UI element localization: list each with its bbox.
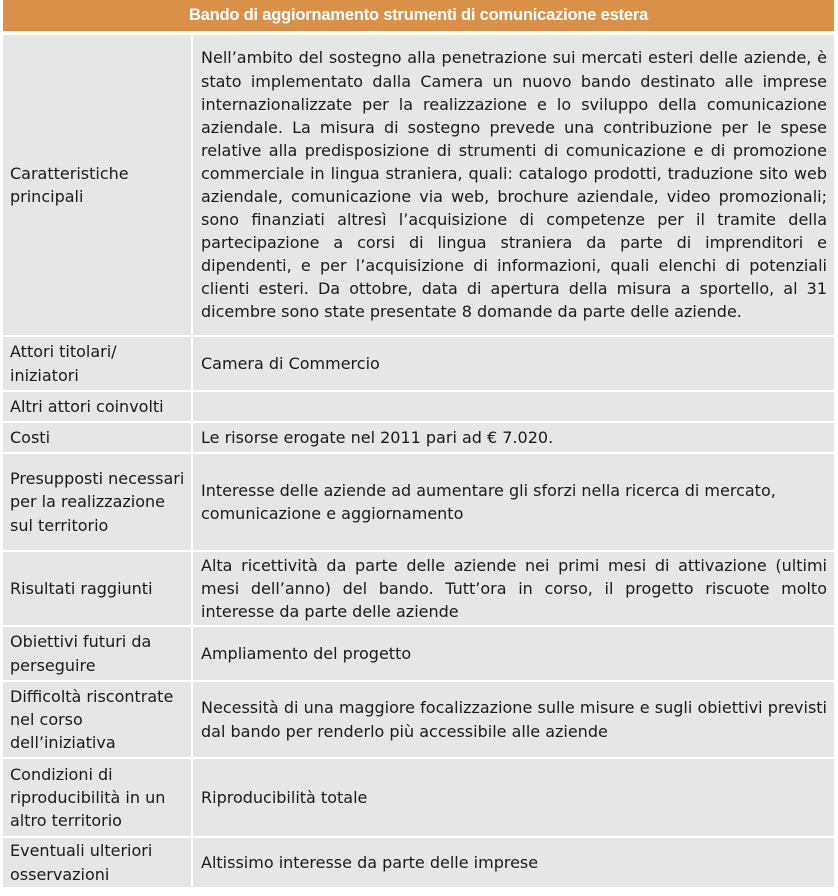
row-label: Eventuali ulteriori osservazioni	[3, 837, 192, 887]
row-value: Le risorse erogate nel 2011 pari ad € 7.020.	[192, 422, 834, 453]
row-value: Riproducibilità totale	[192, 758, 834, 837]
table-row-risultati	[3, 551, 834, 626]
row-label: Altri attori coinvolti	[3, 391, 192, 422]
table-row-costi	[3, 422, 834, 453]
table-row-presupposti	[3, 453, 834, 551]
table-row-obiettivi	[3, 626, 834, 681]
table-row-attori-titolari	[3, 336, 834, 391]
row-value: Necessità di una maggiore focalizzazione sulle misure e sugli obiettivi previsti dal bando per renderlo più accessibile alle aziende	[192, 681, 834, 758]
row-label: Obiettivi futuri da perseguire	[3, 626, 192, 681]
row-label: Costi	[3, 422, 192, 453]
row-label: Difficoltà riscontrate nel corso dell’iniziativa	[3, 681, 192, 758]
row-value: Interesse delle aziende ad aumentare gli sforzi nella ricerca di mercato, comunicazione e aggiornamento	[192, 453, 834, 551]
row-value: Camera di Commercio	[192, 336, 834, 391]
row-label: Attori titolari/ iniziatori	[3, 336, 192, 391]
document-table-container	[3, 0, 834, 887]
table-row-difficolta	[3, 681, 834, 758]
table-row-osservazioni	[3, 837, 834, 887]
row-value: Alta ricettività da parte delle aziende nei primi mesi di attivazione (ultimi mesi dell’anno) del bando. Tutt’ora in corso, il progetto riscuote molto interesse da parte delle aziende	[192, 551, 834, 626]
row-value: Ampliamento del progetto	[192, 626, 834, 681]
row-label: Condizioni di riproducibilità in un altro territorio	[3, 758, 192, 837]
row-label: Caratteristiche principali	[3, 34, 192, 336]
table-row-altri-attori	[3, 391, 834, 422]
table-title: Bando di aggiornamento strumenti di comunicazione estera	[3, 0, 834, 33]
row-value	[192, 391, 834, 422]
row-label: Risultati raggiunti	[3, 551, 192, 626]
row-value: Nell’ambito del sostegno alla penetrazione sui mercati esteri delle aziende, è stato implementato dalla Camera un nuovo bando destinato alle imprese internazionalizzate per la realizzazione e lo sviluppo della comunicazione aziendale. La misura di sostegno prevede una contribuzione per le spese relative alla predisposizione di strumenti di comunicazione e di promozione commerciale in lingua straniera, quali: catalogo prodotti, traduzione sito web aziendale, comunicazione via web, brochure aziendale, video promozionali; sono finanziati altresì l’acquisizione di competenze per il tramite della partecipazione a corsi di lingua straniera da parte di imprenditori e dipendenti, e per l’acquisizione di informazioni, quali elenchi di potenziali clienti esteri. Da ottobre, data di apertura della misura a sportello, al 31 dicembre sono state presentate 8 domande da parte delle aziende.	[192, 34, 834, 336]
row-value: Altissimo interesse da parte delle imprese	[192, 837, 834, 887]
table-row-caratteristiche	[3, 34, 834, 336]
table-row-condizioni	[3, 758, 834, 837]
info-table	[3, 33, 834, 887]
row-label: Presupposti necessari per la realizzazione sul territorio	[3, 453, 192, 551]
